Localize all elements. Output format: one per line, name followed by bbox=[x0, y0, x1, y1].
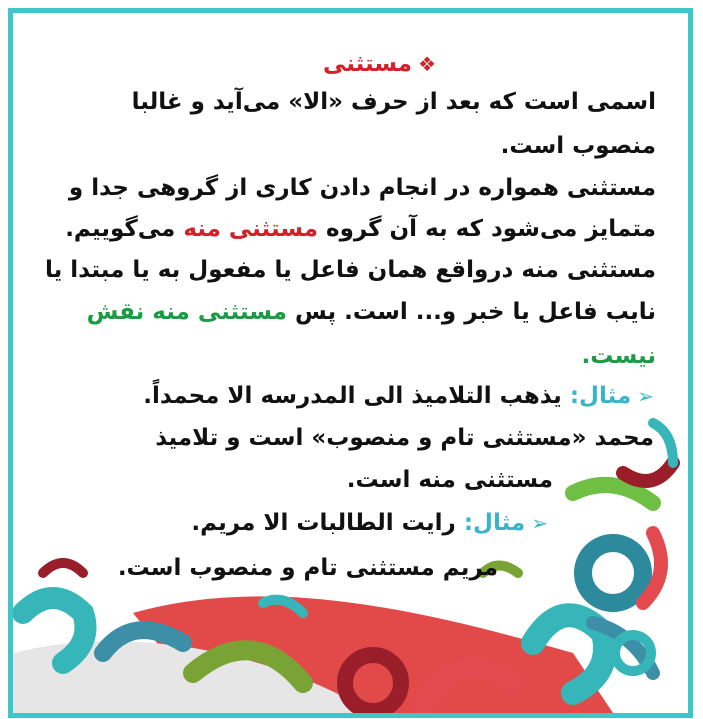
lesson-content bbox=[13, 13, 688, 713]
mustathna-minhu-term: مستثنی منه bbox=[183, 216, 318, 242]
paragraph2-line2-end: می‌گوییم. bbox=[65, 216, 184, 242]
card-frame bbox=[8, 8, 693, 718]
paragraph3-green-text: مستثنی منه نقش bbox=[86, 299, 287, 325]
example1-explanation-line2: مستثنی منه است. bbox=[346, 467, 553, 493]
example1-label: مثال: bbox=[569, 383, 632, 409]
paragraph3-line1: مستثنی منه درواقع همان فاعل یا مفعول به یا مبتدا یا bbox=[44, 257, 656, 283]
example2-label: مثال: bbox=[463, 510, 526, 536]
example2-explanation: مریم مستثنی تام و منصوب است. bbox=[117, 555, 498, 581]
example1-sentence: یذهب التلامیذ الی المدرسه الا محمداً. bbox=[143, 383, 570, 409]
arrow-bullet-icon: ➢ bbox=[637, 384, 654, 408]
heading-text: مستثنی bbox=[322, 51, 413, 77]
diamond-star-icon: ❖ bbox=[418, 52, 436, 76]
example2-sentence: رایت الطالبات الا مریم. bbox=[191, 510, 464, 536]
example1-line bbox=[143, 381, 654, 411]
paragraph3-line2-start: نایب فاعل یا خبر و... است. پس bbox=[286, 299, 656, 325]
example2-line bbox=[191, 508, 548, 538]
paragraph3-line3: نیست. bbox=[581, 343, 656, 369]
example1-explanation-line1: محمد «مستثنی تام و منصوب» است و تلامیذ bbox=[155, 425, 654, 451]
paragraph2-line1: مستثنی همواره در انجام دادن کاری از گروهی جدا و bbox=[68, 175, 656, 201]
arrow-bullet-icon: ➢ bbox=[531, 511, 548, 535]
paragraph2-line2-start: متمایز می‌شود که به آن گروه bbox=[317, 216, 656, 242]
paragraph1-line1: اسمی است که بعد از حرف «الا» می‌آید و غالبا bbox=[131, 89, 656, 115]
heading bbox=[323, 49, 436, 79]
paragraph2-line2 bbox=[65, 214, 656, 244]
paragraph1-line2: منصوب است. bbox=[500, 133, 656, 159]
paragraph3-line2 bbox=[87, 297, 656, 327]
